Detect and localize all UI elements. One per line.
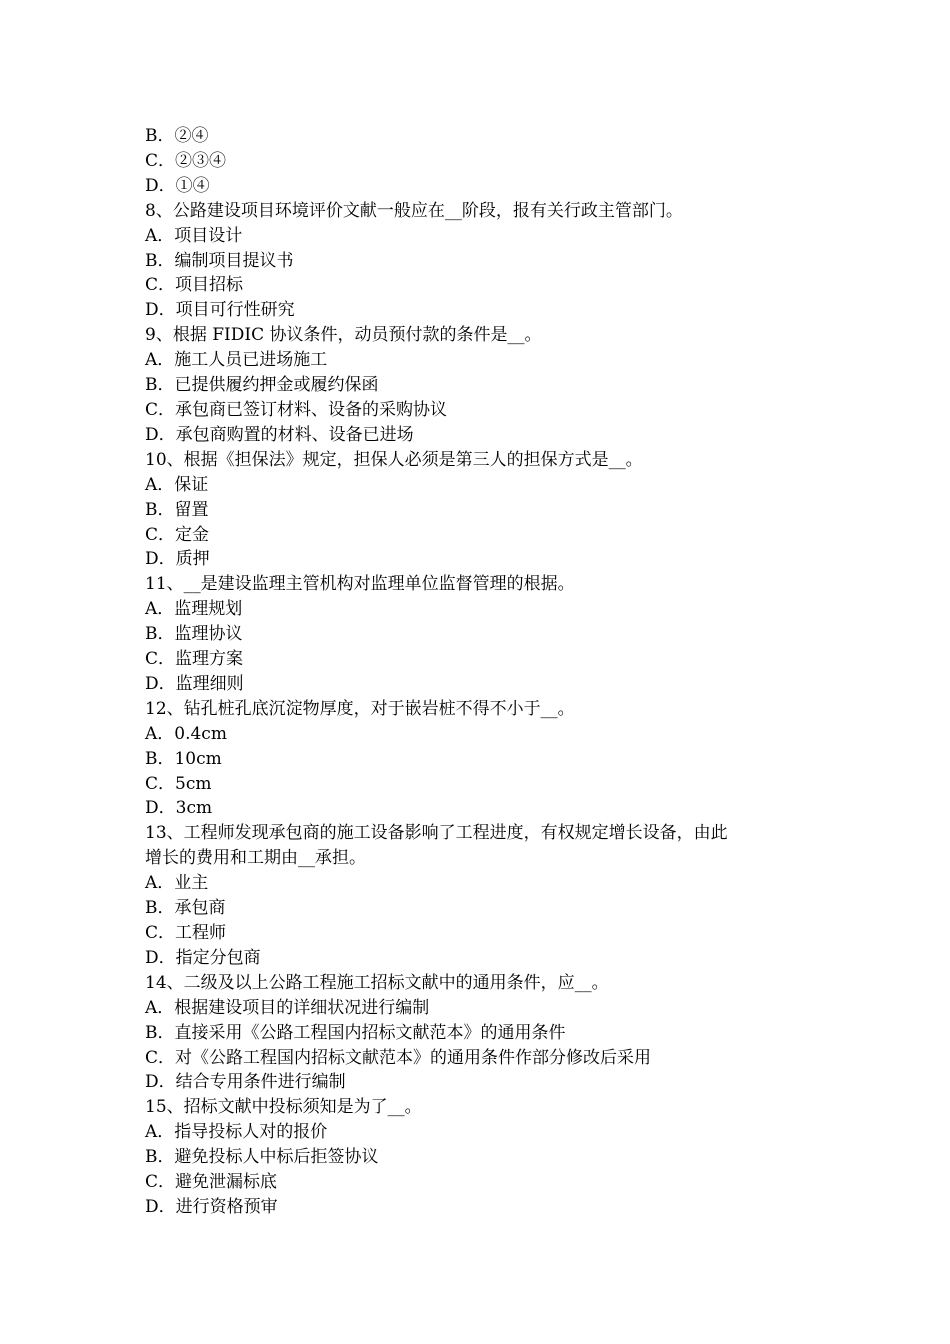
question-8: 8、公路建设项目环境评价文献一般应在__阶段，报有关行政主管部门。 — [145, 200, 683, 221]
question-14: 14、二级及以上公路工程施工招标文献中的通用条件，应__。 — [145, 972, 609, 993]
option-line: D．监理细则 — [145, 673, 244, 694]
option-line: B．10cm — [145, 748, 222, 769]
question-15: 15、招标文献中投标须知是为了__。 — [145, 1097, 422, 1118]
option-line: D．进行资格预审 — [145, 1196, 278, 1217]
option-line: C．②③④ — [145, 150, 227, 171]
option-line: B．避免投标人中标后拒签协议 — [145, 1147, 379, 1168]
question-11: 11、__是建设监理主管机构对监理单位监督管理的根据。 — [145, 574, 575, 595]
option-line: D．承包商购置的材料、设备已进场 — [145, 424, 414, 445]
option-line: D．①④ — [145, 175, 210, 196]
option-line: C．避免泄漏标底 — [145, 1172, 278, 1193]
option-line: D．指定分包商 — [145, 947, 261, 968]
question-13-cont: 增长的费用和工期由__承担。 — [145, 848, 366, 869]
option-line: B．监理协议 — [145, 624, 243, 645]
question-9: 9、根据 FIDIC 协议条件，动员预付款的条件是__。 — [145, 325, 542, 346]
option-line: A．保证 — [145, 474, 209, 495]
option-line: C．5cm — [145, 773, 212, 794]
option-line: A．施工人员已进场施工 — [145, 350, 328, 371]
option-line: C．定金 — [145, 524, 210, 545]
option-line: A．0.4cm — [145, 723, 227, 744]
option-line: B．已提供履约押金或履约保函 — [145, 375, 379, 396]
option-line: B．留置 — [145, 499, 209, 520]
option-line: C．项目招标 — [145, 275, 244, 296]
option-line: B．直接采用《公路工程国内招标文献范本》的通用条件 — [145, 1022, 566, 1043]
option-line: A．监理规划 — [145, 599, 243, 620]
option-line: D．质押 — [145, 549, 210, 570]
option-line: A．指导投标人对的报价 — [145, 1122, 328, 1143]
question-13: 13、工程师发现承包商的施工设备影响了工程进度，有权规定增长设备，由此 — [145, 823, 728, 844]
question-12: 12、钻孔桩孔底沉淀物厚度，对于嵌岩桩不得不小于__。 — [145, 698, 575, 719]
option-line: C．对《公路工程国内招标文献范本》的通用条件作部分修改后采用 — [145, 1047, 652, 1068]
question-10: 10、根据《担保法》规定，担保人必须是第三人的担保方式是__。 — [145, 449, 643, 470]
option-line: A．业主 — [145, 873, 209, 894]
option-line: C．监理方案 — [145, 649, 244, 670]
option-line: D．3cm — [145, 798, 213, 819]
option-line: C．承包商已签订材料、设备的采购协议 — [145, 399, 448, 420]
option-line: D．项目可行性研究 — [145, 300, 295, 321]
option-line: A．根据建设项目的详细状况进行编制 — [145, 997, 430, 1018]
option-line: B．编制项目提议书 — [145, 250, 294, 271]
option-line: A．项目设计 — [145, 225, 243, 246]
option-line: B．承包商 — [145, 898, 226, 919]
option-line: B．②④ — [145, 126, 209, 146]
document-body — [145, 124, 810, 1220]
option-line: D．结合专用条件进行编制 — [145, 1072, 346, 1093]
option-line: C．工程师 — [145, 923, 227, 943]
